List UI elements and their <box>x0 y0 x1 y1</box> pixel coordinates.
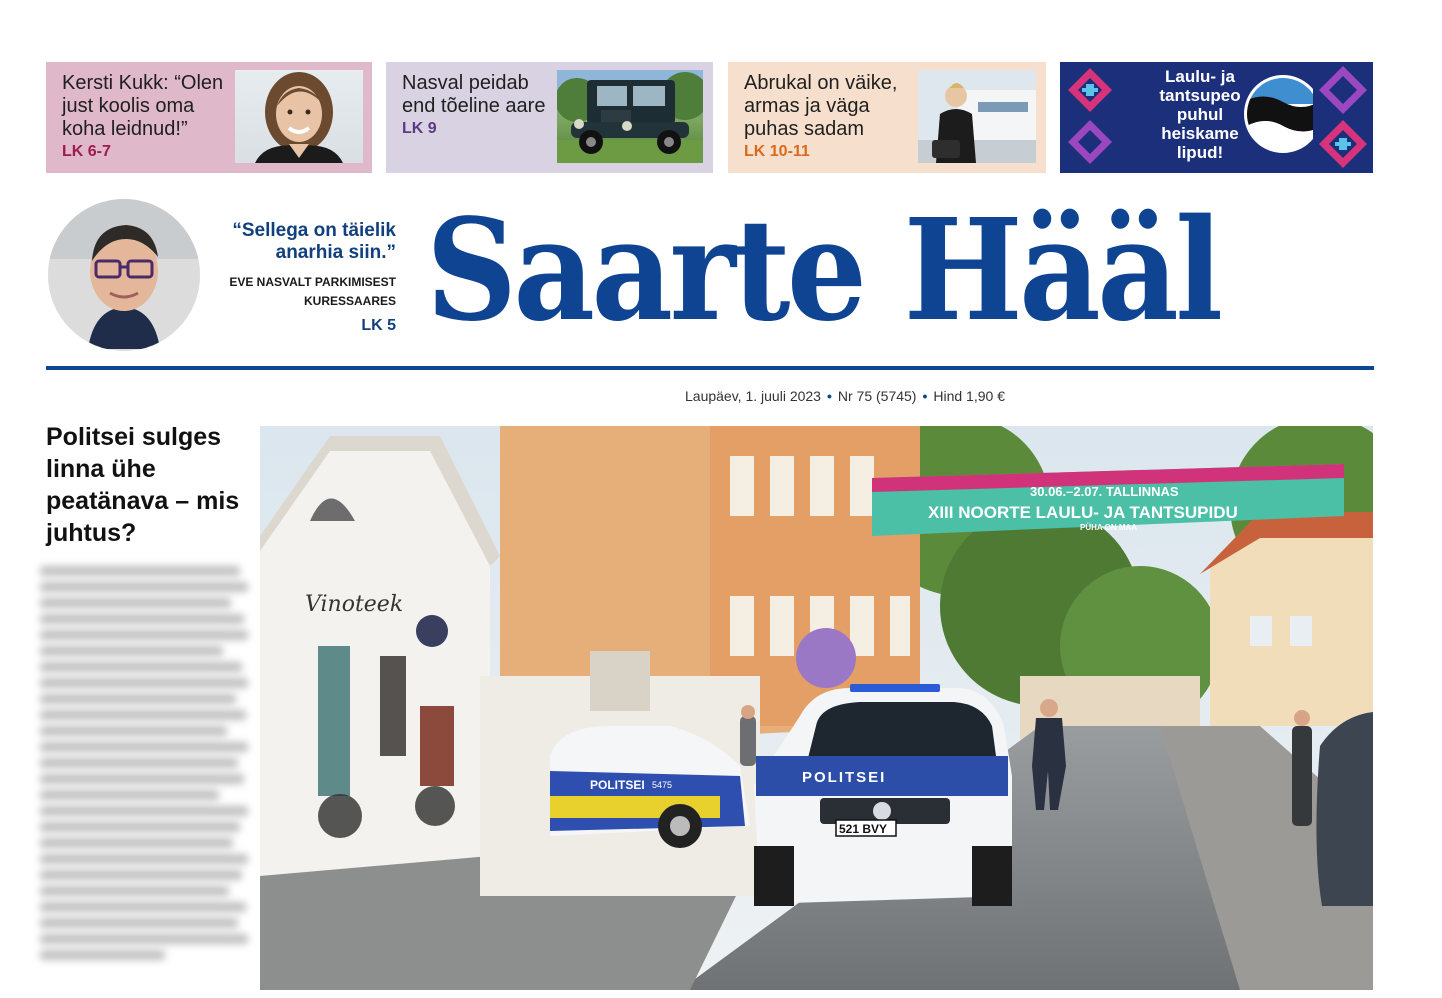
lead-body-text-blurred <box>40 566 248 990</box>
masthead-title: Saarte Hääl <box>426 189 1220 353</box>
pickup-label: POLITSEI <box>802 769 887 786</box>
teaser-photo-harbor <box>918 70 1036 163</box>
quote-page-ref: LK 5 <box>361 317 396 334</box>
teaser-nasva[interactable] <box>386 62 713 173</box>
promo-song-festival[interactable] <box>1060 62 1373 173</box>
teaser-page-ref: LK 10-11 <box>744 143 810 160</box>
folk-pattern-right <box>1313 62 1373 173</box>
teaser-kersti-kukk[interactable] <box>46 62 372 173</box>
banner-dates: 30.06.–2.07. TALLINNAS <box>1030 484 1179 499</box>
lead-photo-police-street <box>260 426 1373 990</box>
separator-dot: • <box>922 388 928 404</box>
quote-portrait <box>48 199 200 351</box>
license-plate: 521 BVY <box>839 822 888 836</box>
folk-pattern-left <box>1060 62 1120 173</box>
issue-date: Laupäev, 1. juuli 2023 <box>685 388 821 404</box>
teaser-abruka[interactable] <box>728 62 1046 173</box>
teaser-page-ref: LK 6-7 <box>62 143 111 160</box>
shop-sign: Vinoteek <box>305 592 404 617</box>
quote-attribution: EVE NASVALT PARKIMISEST KURESSAARES <box>229 275 396 308</box>
banner-title: XIII NOORTE LAULU- JA TANTSUPIDU <box>928 503 1238 522</box>
teaser-photo-portrait <box>235 70 363 163</box>
issue-number: Nr 75 (5745) <box>837 388 917 404</box>
pull-quote[interactable] <box>200 220 396 335</box>
dateline <box>685 388 1005 404</box>
car-number: 5475 <box>652 780 673 790</box>
teaser-page-ref: LK 9 <box>402 120 437 137</box>
masthead-rule <box>46 366 1374 370</box>
quote-text: “Sellega on täielik anarhia siin.” <box>232 220 396 263</box>
teaser-text-block <box>402 72 552 139</box>
teaser-photo-vintage-car <box>557 70 703 163</box>
estonian-flag-icon <box>1244 75 1322 153</box>
promo-text: Laulu- ja tantsupeo puhul heiskame lipud! <box>1159 67 1241 162</box>
issue-price: Hind 1,90 € <box>933 388 1005 404</box>
parked-car-label: POLITSEI <box>590 778 645 792</box>
separator-dot: • <box>826 388 832 404</box>
banner-subtitle: PÜHA ON MAA <box>1080 523 1138 532</box>
teaser-text-block <box>62 72 237 162</box>
teaser-headline: Kersti Kukk: “Olen just koolis oma koha leidnud!” <box>62 72 224 140</box>
lead-headline[interactable]: Politsei sulges linna ühe peatänava – mis juhtus? <box>46 423 240 547</box>
teaser-headline: Abrukal on väike, armas ja väga puhas sadam <box>744 72 898 140</box>
teaser-headline: Nasval peidab end tõeline aare <box>402 72 546 117</box>
teaser-text-block <box>744 72 916 162</box>
